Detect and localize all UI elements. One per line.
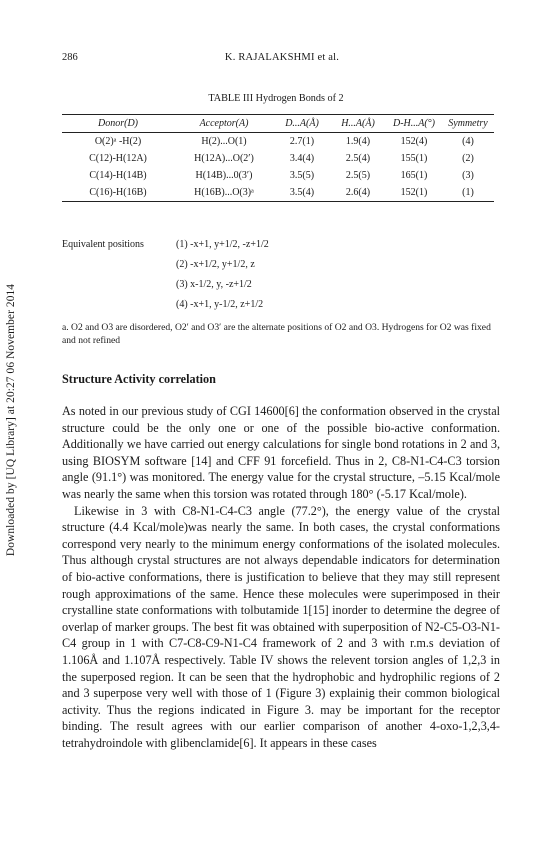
table-row bbox=[62, 167, 494, 184]
column-header: D...A(Å) bbox=[274, 115, 330, 133]
table-cell: 1.9(4) bbox=[345, 136, 371, 147]
table-cell: 3.4(4) bbox=[289, 153, 315, 164]
equivalent-positions-list bbox=[176, 239, 376, 319]
table-cell: (2) bbox=[462, 153, 474, 164]
table-cell: H(14B)...0(3′) bbox=[195, 170, 253, 181]
table-cell: (3) bbox=[462, 170, 474, 181]
column-header: Donor(D) bbox=[62, 115, 174, 133]
table-cell: 165(1) bbox=[400, 170, 428, 181]
table-cell: 3.5(4) bbox=[274, 184, 330, 202]
table-cell: 152(4) bbox=[400, 136, 428, 147]
download-watermark bbox=[0, 216, 22, 624]
table-cell: 155(1) bbox=[400, 153, 428, 164]
table-footnote: a. O2 and O3 are disordered, O2′ and O3′ are the alternate positions of O2 and O3. Hydrogens for O2 was fixed and not refined bbox=[62, 322, 491, 346]
equivalent-position: (3) x-1/2, y, -z+1/2 bbox=[176, 279, 252, 290]
column-header: D-H...A(°) bbox=[386, 115, 442, 133]
table-cell: (1) bbox=[442, 184, 494, 202]
section-body bbox=[62, 403, 500, 751]
table-cell: 152(1) bbox=[386, 184, 442, 202]
paragraph: Likewise in 3 with C8-N1-C4-C3 angle (77.2°), the energy value of the crystal structure (4.4 Kcal/mole)was nearly the same. In both cases, the crystal conformations correspond very nearly to the minimum energy conformations of the isolated molecules. Thus although crystal structures are not always dependable indicators for determination of bio-active conformations, there is justification to believe that they may still represent rough approximations of the same. Hence these molecules were superimposed in their crystalline state conformations with tolbutamide 1[15] inorder to determine the degree of overlap of marker groups. The best fit was obtained with superposition of N2-C5-O3-N1-C4 group in 1 with C7-C8-C9-N1-C4 framework of 2 and 3 with r.m.s deviation of 1.106Å and 1.107Å respectively. Table IV shows the relevent torsion angles of 1,2,3 in the superposed region. It can be seen that the hydrophobic and hydrophilic regions of 2 and 3 superpose very well with those of 1 (Figure 3) explainig their common biological activity. Thus the regions indicated in Figure 3. may be important for the receptor binding. The result agrees with our earlier comparison of another 4-oxo-1,2,3,4-tetrahydroindole with glibenclamide[6]. It appears in these cases bbox=[62, 503, 500, 750]
table-cell: 2.5(5) bbox=[345, 170, 371, 181]
column-header: H...A(Å) bbox=[330, 115, 386, 133]
table-cell: (4) bbox=[462, 136, 474, 147]
column-header: Symmetry bbox=[442, 115, 494, 133]
table-caption: TABLE III Hydrogen Bonds of 2 bbox=[208, 93, 344, 104]
table-header-row bbox=[62, 115, 494, 133]
table-cell: H(16B)...O(3)ᵃ bbox=[174, 184, 274, 202]
table-cell: C(14)-H(14B) bbox=[89, 170, 147, 181]
section-heading: Structure Activity correlation bbox=[62, 372, 216, 386]
hydrogen-bonds-table bbox=[62, 114, 494, 202]
equivalent-position: (1) -x+1, y+1/2, -z+1/2 bbox=[176, 239, 269, 250]
paragraph: As noted in our previous study of CGI 14600[6] the conformation observed in the crystal structure could be the only one or one of the possible bio-active conformation. Additionally we have carried out energy calculations for single bond rotations in 2 and 3, using BIOSYM software [14] and CFF 91 forcefield. Thus in 2, C8-N1-C4-C3 torsion angle (91.1°) was monitored. The energy value for the crystal structure, –5.15 Kcal/mole was nearly the same when this torsion was rotated through 180° (-5.17 Kcal/mole). bbox=[62, 404, 500, 501]
equivalent-positions-label: Equivalent positions bbox=[62, 239, 144, 250]
table-cell: H(2)...O(1) bbox=[201, 136, 247, 147]
table-cell: 2.5(4) bbox=[345, 153, 371, 164]
running-title: K. RAJALAKSHMI et al. bbox=[224, 52, 340, 63]
table-cell: O(2)ᵃ -H(2) bbox=[94, 136, 142, 147]
column-header: Acceptor(A) bbox=[174, 115, 274, 133]
page-header bbox=[62, 52, 502, 68]
page-number: 286 bbox=[62, 52, 78, 63]
table-cell: C(16)-H(16B) bbox=[62, 184, 174, 202]
download-note: Downloaded by [UQ Library] at 20:27 06 November 2014 bbox=[5, 283, 17, 557]
equivalent-position: (2) -x+1/2, y+1/2, z bbox=[176, 259, 255, 270]
table-cell: H(12A)...O(2′) bbox=[194, 153, 254, 164]
table-cell: 3.5(5) bbox=[289, 170, 315, 181]
table-cell: 2.6(4) bbox=[330, 184, 386, 202]
table-row bbox=[62, 184, 494, 202]
table-row bbox=[62, 150, 494, 167]
table-cell: 2.7(1) bbox=[289, 136, 315, 147]
table-row bbox=[62, 133, 494, 151]
table-cell: C(12)-H(12A) bbox=[89, 153, 147, 164]
equivalent-position: (4) -x+1, y-1/2, z+1/2 bbox=[176, 299, 264, 310]
